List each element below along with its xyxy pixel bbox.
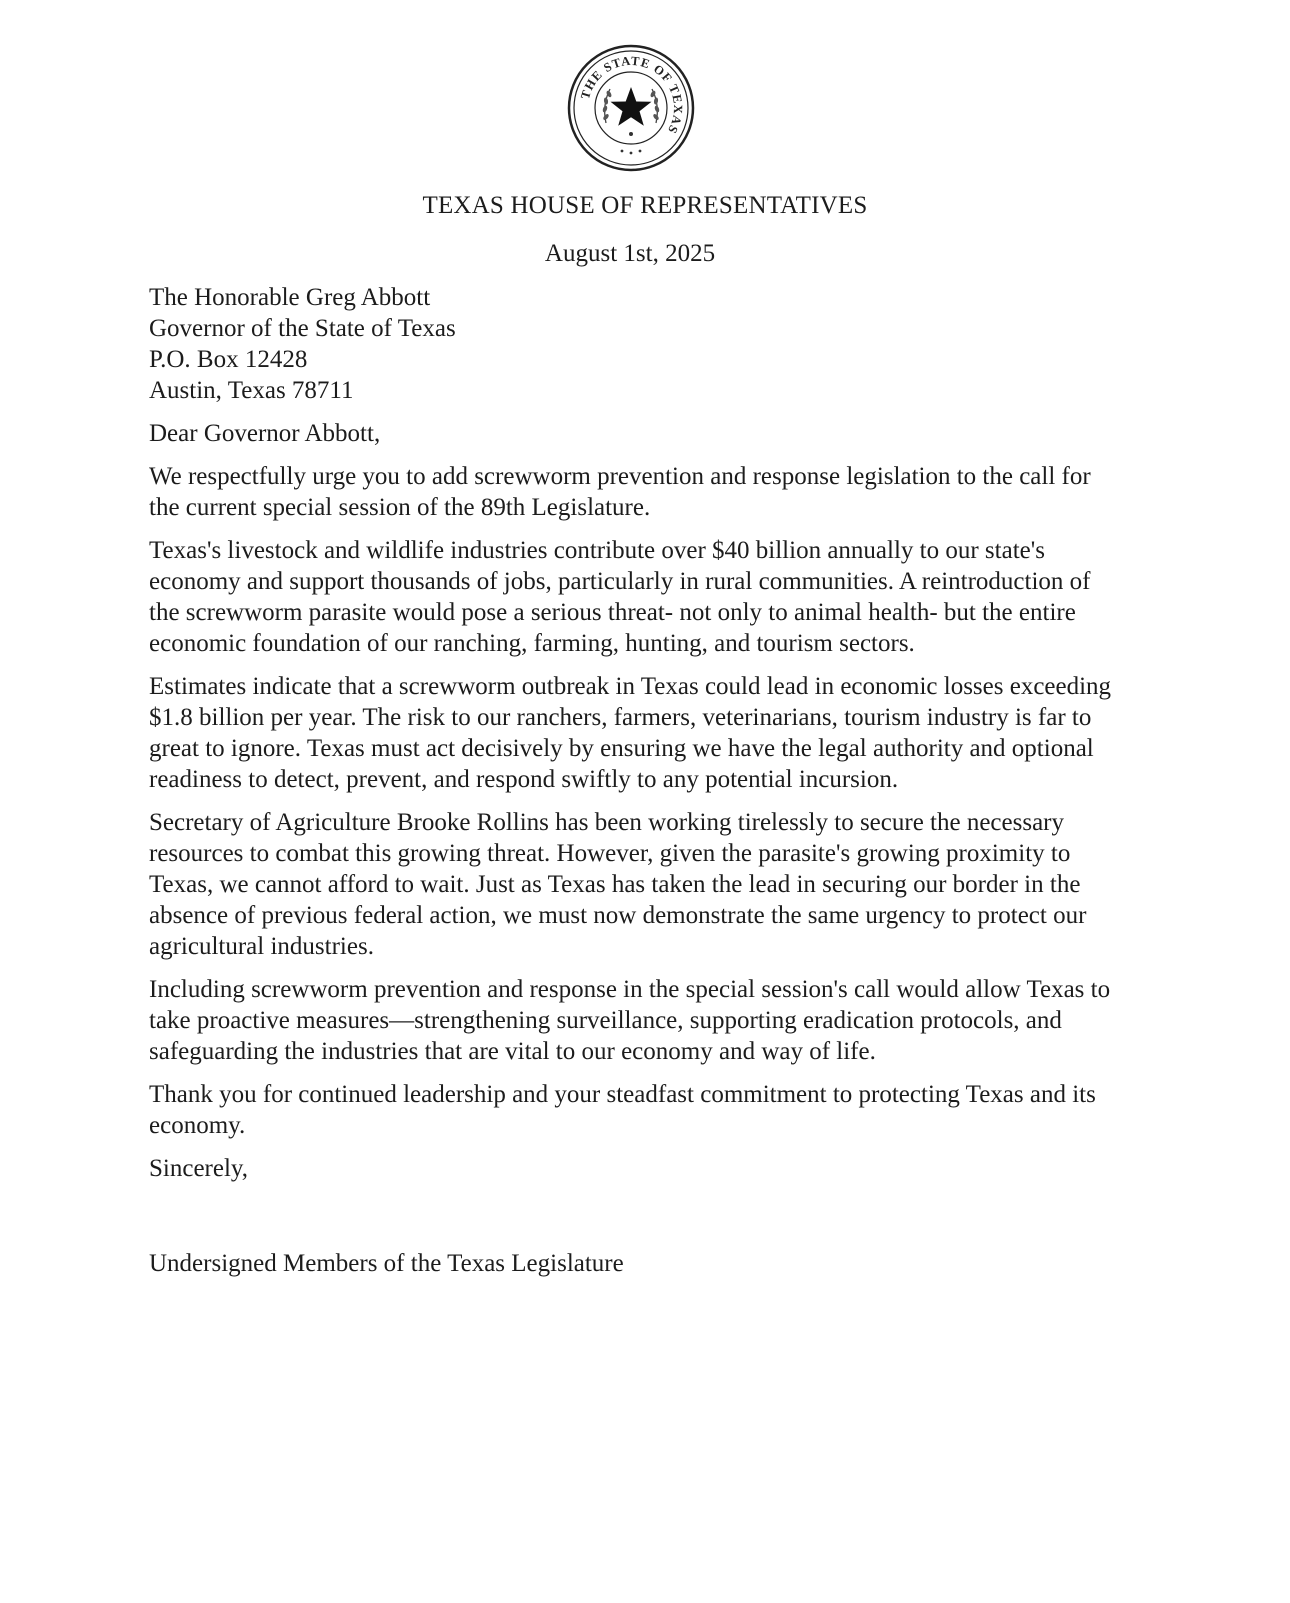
paragraph: Secretary of Agriculture Brooke Rollins has been working tirelessly to secure the necessary resources to combat this growing threat. However, given the parasite's growing proximity to Texas, we cannot afford to wait. Just as Texas has taken the lead in securing our border in the absence of previous federal action, we must now demonstrate the same urgency to protect our agricultural industries. [149, 809, 1087, 960]
paragraph: We respectfully urge you to add screwworm prevention and response legislation to the call for the current special session of the 89th Legislature. [149, 463, 1091, 521]
paragraph: Estimates indicate that a screwworm outbreak in Texas could lead in economic losses exceeding $1.8 billion per year. The risk to our ranchers, farmers, veterinarians, tourism industry is far to great to ignore. Texas must act decisively by ensuring we have the legal authority and optional readiness to detect, prevent, and respond swiftly to any potential incursion. [149, 673, 1112, 793]
address-line: The Honorable Greg Abbott [149, 284, 431, 311]
address-line: Austin, Texas 78711 [149, 377, 354, 404]
signature-block: Undersigned Members of the Texas Legislature [149, 1250, 624, 1277]
letter-date: August 1st, 2025 [544, 240, 716, 267]
paragraph: Texas's livestock and wildlife industries contribute over $40 billion annually to our state's economy and support thousands of jobs, particularly in rural communities. A reintroduction of the screwworm parasite would pose a serious threat- not only to animal health- but the entire economic foundation of our ranching, farming, hunting, and tourism sectors. [149, 537, 1091, 657]
letterhead-title: TEXAS HOUSE OF REPRESENTATIVES [422, 192, 868, 219]
recipient-address [149, 282, 1124, 406]
paragraph: Thank you for continued leadership and your steadfast commitment to protecting Texas and its economy. [149, 1081, 1096, 1139]
letter-body [149, 282, 1124, 1279]
address-line: P.O. Box 12428 [149, 346, 308, 373]
address-line: Governor of the State of Texas [149, 315, 456, 342]
seal-ring-text: THE STATE OF TEXAS [577, 53, 686, 137]
closing: Sincerely, [149, 1155, 249, 1182]
paragraph: Including screwworm prevention and response in the special session's call would allow Texas to take proactive measures—strengthening surveillance, supporting eradication protocols, and safeguarding the industries that are vital to our economy and way of life. [149, 976, 1111, 1065]
salutation: Dear Governor Abbott, [149, 420, 381, 447]
texas-state-seal-icon [566, 43, 696, 173]
